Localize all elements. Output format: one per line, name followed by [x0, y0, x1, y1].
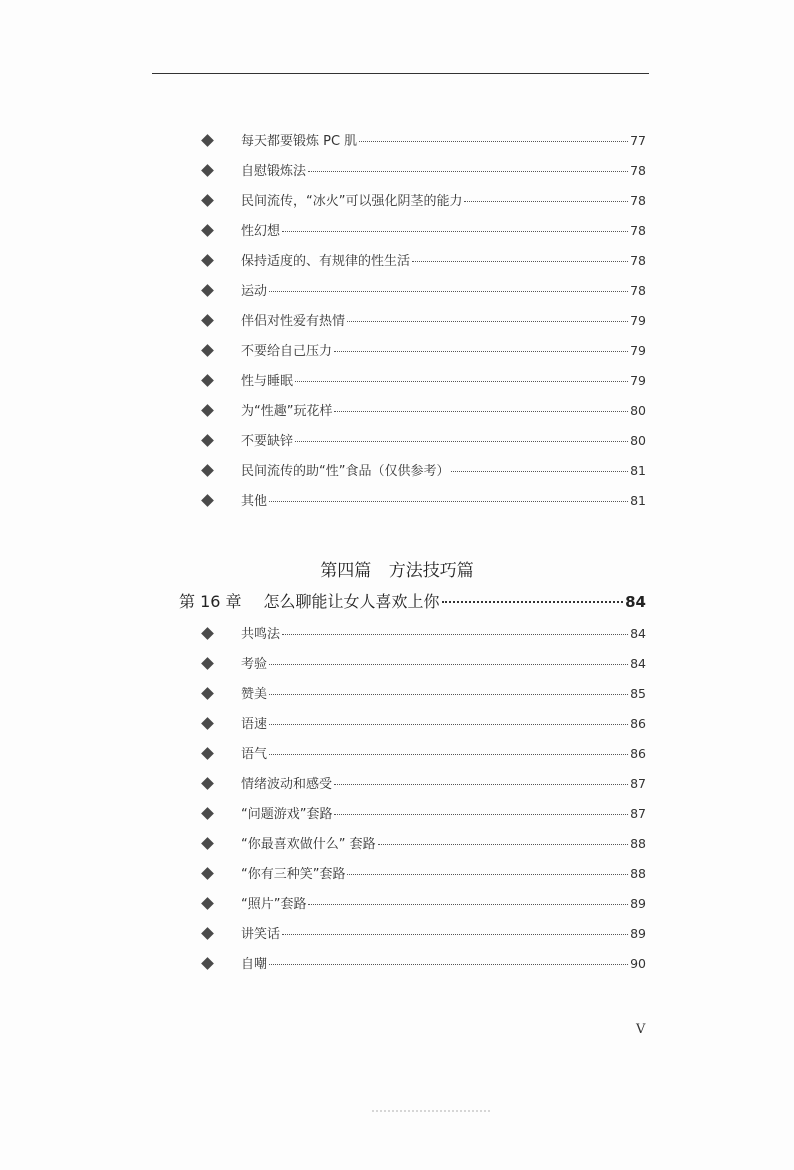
- toc-entry-page: 84: [630, 656, 646, 671]
- toc-entry[interactable]: [0, 371, 794, 395]
- toc-entry-page: 89: [630, 896, 646, 911]
- toc-entry[interactable]: [0, 864, 794, 888]
- diamond-bullet-icon: [201, 627, 214, 640]
- toc-entry-title: 语速: [241, 717, 268, 732]
- diamond-bullet-icon: [201, 717, 214, 730]
- toc-entry[interactable]: [0, 221, 794, 245]
- diamond-bullet-icon: [201, 134, 214, 147]
- toc-entry-title: 共鸣法: [241, 627, 281, 642]
- toc-entry-page: 88: [630, 836, 646, 851]
- dot-leader: [464, 201, 628, 202]
- toc-entry[interactable]: [0, 834, 794, 858]
- dot-leader: [269, 664, 628, 665]
- diamond-bullet-icon: [201, 747, 214, 760]
- dot-leader: [308, 904, 628, 905]
- toc-entry-title: 不要给自己压力: [241, 344, 333, 359]
- dot-leader: [269, 724, 628, 725]
- toc-entry-line: [241, 834, 646, 855]
- toc-entry-page: 78: [630, 193, 646, 208]
- diamond-bullet-icon: [201, 434, 214, 447]
- toc-entry-page: 79: [630, 343, 646, 358]
- diamond-bullet-icon: [201, 807, 214, 820]
- toc-entry-page: 87: [630, 806, 646, 821]
- toc-entry-page: 84: [630, 626, 646, 641]
- toc-entry[interactable]: [0, 804, 794, 828]
- toc-entry[interactable]: [0, 954, 794, 978]
- chapter-entry[interactable]: [179, 590, 646, 614]
- dot-leader: [269, 501, 628, 502]
- toc-entry[interactable]: [0, 131, 794, 155]
- diamond-bullet-icon: [201, 687, 214, 700]
- dot-leader: [269, 754, 628, 755]
- toc-entry-line: [241, 341, 646, 362]
- toc-entry-title: 每天都要锻炼 PC 肌: [241, 134, 358, 149]
- diamond-bullet-icon: [201, 254, 214, 267]
- toc-entry-page: 78: [630, 283, 646, 298]
- toc-entry[interactable]: [0, 924, 794, 948]
- chapter-number: 第 16 章: [179, 592, 242, 611]
- toc-entry-line: [241, 281, 646, 302]
- toc-entry-line: [241, 371, 646, 392]
- toc-entry-title: 自慰锻炼法: [241, 164, 307, 179]
- toc-entry-line: [241, 221, 646, 242]
- toc-entry[interactable]: [0, 191, 794, 215]
- toc-entry-page: 77: [630, 133, 646, 148]
- dot-leader: [442, 601, 624, 603]
- diamond-bullet-icon: [201, 777, 214, 790]
- toc-entry[interactable]: [0, 654, 794, 678]
- toc-entry[interactable]: [0, 401, 794, 425]
- diamond-bullet-icon: [201, 464, 214, 477]
- toc-entry-page: 86: [630, 716, 646, 731]
- toc-entry-title: 为“性趣”玩花样: [241, 404, 333, 419]
- toc-entry[interactable]: [0, 491, 794, 515]
- toc-entry-title: 其他: [241, 494, 268, 509]
- dot-leader: [295, 381, 628, 382]
- toc-entry-line: [241, 714, 646, 735]
- toc-entry-line: [241, 864, 646, 885]
- diamond-bullet-icon: [201, 867, 214, 880]
- toc-entry-page: 81: [630, 493, 646, 508]
- toc-entry-line: [241, 401, 646, 422]
- toc-entry-title: 伴侣对性爱有热情: [241, 314, 346, 329]
- dot-leader: [282, 231, 628, 232]
- toc-entry-title: “你最喜欢做什么” 套路: [241, 837, 376, 852]
- toc-entry[interactable]: [0, 251, 794, 275]
- toc-entry-page: 88: [630, 866, 646, 881]
- toc-entry-title: 讲笑话: [241, 927, 281, 942]
- toc-entry-line: [241, 654, 646, 675]
- toc-entry-line: [241, 954, 646, 975]
- toc-entry-line: [241, 131, 646, 152]
- toc-entry-line: [241, 251, 646, 272]
- toc-entry-title: 性幻想: [241, 224, 281, 239]
- toc-entry[interactable]: [0, 431, 794, 455]
- toc-entry[interactable]: [0, 161, 794, 185]
- toc-entry-page: 78: [630, 253, 646, 268]
- toc-entry[interactable]: [0, 774, 794, 798]
- dot-leader: [282, 934, 628, 935]
- toc-entry[interactable]: [0, 461, 794, 485]
- toc-entry-line: [241, 461, 646, 482]
- dot-leader: [269, 694, 628, 695]
- diamond-bullet-icon: [201, 284, 214, 297]
- dot-leader: [269, 964, 628, 965]
- toc-entry[interactable]: [0, 714, 794, 738]
- dot-leader: [334, 411, 628, 412]
- toc-entry-page: 79: [630, 373, 646, 388]
- chapter-page-number: 84: [625, 593, 646, 611]
- toc-entry-title: 考验: [241, 657, 268, 672]
- diamond-bullet-icon: [201, 897, 214, 910]
- toc-entry-title: 情绪波动和感受: [241, 777, 333, 792]
- toc-entry-line: [241, 924, 646, 945]
- toc-entry-title: “照片”套路: [241, 897, 307, 912]
- toc-entry-page: 85: [630, 686, 646, 701]
- toc-entry-line: [241, 161, 646, 182]
- toc-entry-page: 87: [630, 776, 646, 791]
- toc-entry-title: 赞美: [241, 687, 268, 702]
- toc-entry-line: [241, 311, 646, 332]
- dot-leader: [282, 634, 628, 635]
- toc-entry-title: 自嘲: [241, 957, 268, 972]
- toc-entry[interactable]: [0, 281, 794, 305]
- toc-entry-title: 不要缺锌: [241, 434, 294, 449]
- toc-entry-page: 78: [630, 223, 646, 238]
- header-rule: [152, 73, 649, 74]
- dot-leader: [334, 351, 628, 352]
- dot-leader: [451, 471, 628, 472]
- toc-entry-line: [241, 191, 646, 212]
- toc-entry[interactable]: [0, 744, 794, 768]
- toc-entry-line: [241, 774, 646, 795]
- diamond-bullet-icon: [201, 164, 214, 177]
- toc-entry-title: “你有三种笑”套路: [241, 867, 346, 882]
- diamond-bullet-icon: [201, 494, 214, 507]
- diamond-bullet-icon: [201, 224, 214, 237]
- dot-leader: [295, 441, 628, 442]
- toc-entry[interactable]: [0, 341, 794, 365]
- dot-leader: [347, 874, 628, 875]
- toc-entry-line: [241, 624, 646, 645]
- toc-entry[interactable]: [0, 684, 794, 708]
- toc-entry-line: [241, 894, 646, 915]
- toc-entry-title: 语气: [241, 747, 268, 762]
- dot-leader: [359, 141, 628, 142]
- toc-entry-page: 81: [630, 463, 646, 478]
- diamond-bullet-icon: [201, 404, 214, 417]
- diamond-bullet-icon: [201, 957, 214, 970]
- toc-entry-page: 80: [630, 403, 646, 418]
- toc-entry-line: [241, 491, 646, 512]
- toc-entry-line: [241, 804, 646, 825]
- toc-entry-title: “问题游戏”套路: [241, 807, 333, 822]
- dot-leader: [347, 321, 628, 322]
- dot-leader: [378, 844, 628, 845]
- diamond-bullet-icon: [201, 314, 214, 327]
- toc-entry-page: 78: [630, 163, 646, 178]
- toc-entry-title: 民间流传的助“性”食品（仅供参考）: [241, 464, 450, 479]
- scan-artifact: [372, 1100, 490, 1112]
- diamond-bullet-icon: [201, 657, 214, 670]
- toc-entry-title: 民间流传，“冰火”可以强化阴茎的能力: [241, 194, 463, 209]
- dot-leader: [334, 784, 628, 785]
- part-heading: 第四篇 方法技巧篇: [320, 561, 474, 581]
- diamond-bullet-icon: [201, 194, 214, 207]
- diamond-bullet-icon: [201, 927, 214, 940]
- diamond-bullet-icon: [201, 837, 214, 850]
- toc-entry[interactable]: [0, 624, 794, 648]
- toc-entry[interactable]: [0, 311, 794, 335]
- toc-entry-line: [241, 431, 646, 452]
- toc-entry-page: 86: [630, 746, 646, 761]
- toc-entry-title: 保持适度的、有规律的性生活: [241, 254, 411, 269]
- dot-leader: [334, 814, 628, 815]
- dot-leader: [308, 171, 628, 172]
- dot-leader: [412, 261, 628, 262]
- toc-entry-page: 90: [630, 956, 646, 971]
- toc-entry-page: 80: [630, 433, 646, 448]
- toc-entry-line: [241, 684, 646, 705]
- toc-entry[interactable]: [0, 894, 794, 918]
- toc-entry-page: 89: [630, 926, 646, 941]
- toc-entry-title: 运动: [241, 284, 268, 299]
- toc-entry-page: 79: [630, 313, 646, 328]
- toc-entry-title: 性与睡眠: [241, 374, 294, 389]
- dot-leader: [269, 291, 628, 292]
- chapter-title: 怎么聊能让女人喜欢上你: [263, 592, 440, 611]
- toc-entry-line: [241, 744, 646, 765]
- diamond-bullet-icon: [201, 344, 214, 357]
- page-number-roman: V: [636, 1022, 646, 1037]
- diamond-bullet-icon: [201, 374, 214, 387]
